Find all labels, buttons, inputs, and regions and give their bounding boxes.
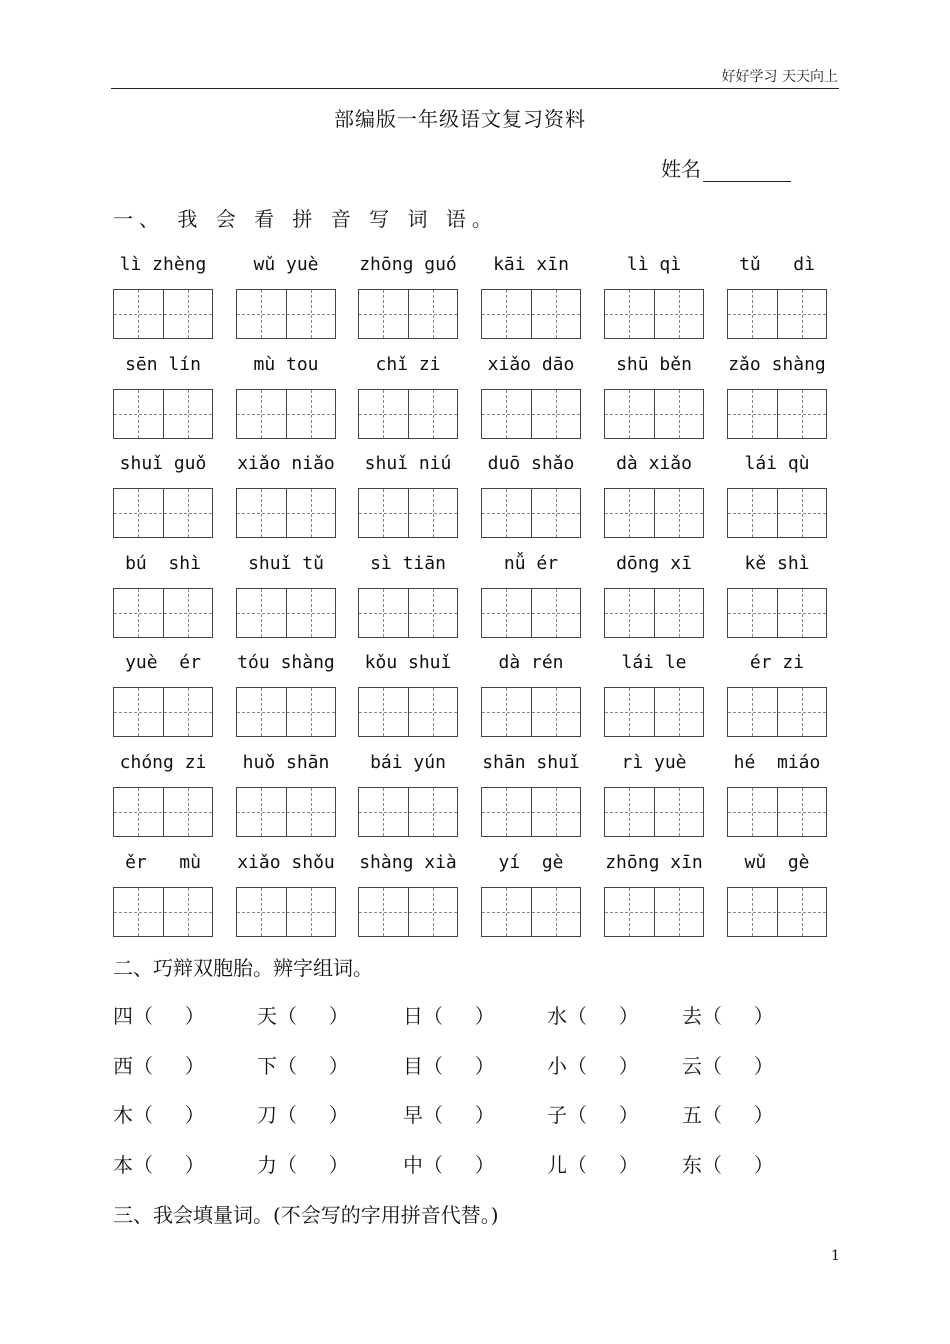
pinyin-label: rì yuè xyxy=(621,752,687,773)
word-formation-blank[interactable]: 本（ ） xyxy=(113,1152,205,1177)
box-guide-line xyxy=(728,314,826,315)
pinyin-label: zhōng xīn xyxy=(605,851,703,873)
pinyin-label: chóng zi xyxy=(119,752,207,773)
box-guide-line xyxy=(482,613,580,614)
writing-box-pair[interactable] xyxy=(727,588,827,638)
box-guide-line xyxy=(237,912,335,913)
writing-box-pair[interactable] xyxy=(604,289,704,339)
writing-box-pair[interactable] xyxy=(358,488,458,538)
pinyin-label: shān shuǐ xyxy=(482,752,580,773)
box-guide-line xyxy=(188,390,189,438)
box-guide-line xyxy=(433,788,434,836)
box-guide-line xyxy=(433,589,434,637)
box-guide-line xyxy=(359,812,457,813)
box-guide-line xyxy=(383,788,384,836)
writing-box-pair[interactable] xyxy=(358,289,458,339)
box-guide-line xyxy=(802,589,803,637)
box-guide-line xyxy=(802,290,803,338)
box-guide-line xyxy=(556,290,557,338)
box-guide-line xyxy=(482,812,580,813)
section1-heading: 一、 我 会 看 拼 音 写 词 语。 xyxy=(113,207,498,231)
pinyin-label: yí gè xyxy=(498,851,564,873)
box-guide-line xyxy=(728,414,826,415)
box-guide-line xyxy=(506,589,507,637)
writing-box-pair[interactable] xyxy=(358,687,458,737)
writing-box-pair[interactable] xyxy=(481,588,581,638)
writing-box-pair[interactable] xyxy=(358,787,458,837)
word-formation-blank[interactable]: 目（ ） xyxy=(403,1053,495,1078)
pinyin-label: shū běn xyxy=(616,353,692,375)
box-guide-line xyxy=(261,390,262,438)
box-guide-line xyxy=(679,788,680,836)
box-guide-line xyxy=(506,788,507,836)
writing-box-pair[interactable] xyxy=(481,488,581,538)
writing-box-pair[interactable] xyxy=(604,588,704,638)
pinyin-label: nǚ ér xyxy=(503,552,559,574)
pinyin-label: xiǎo niǎo xyxy=(237,453,335,475)
writing-box-pair[interactable] xyxy=(113,389,213,439)
word-formation-blank[interactable]: 早（ ） xyxy=(403,1103,495,1127)
word-formation-blank[interactable]: 力（ ） xyxy=(257,1152,349,1177)
box-guide-line xyxy=(679,888,680,936)
box-guide-line xyxy=(679,589,680,637)
box-guide-line xyxy=(261,489,262,537)
box-guide-line xyxy=(359,314,457,315)
writing-box-pair[interactable] xyxy=(113,887,213,937)
box-guide-line xyxy=(188,788,189,836)
pinyin-label: tóu shàng xyxy=(237,652,335,674)
pinyin-label: bú shì xyxy=(125,552,201,574)
writing-box-pair[interactable] xyxy=(236,488,336,538)
box-guide-line xyxy=(138,888,139,936)
pinyin-label: xiǎo dāo xyxy=(487,353,575,375)
box-guide-line xyxy=(138,788,139,836)
section2-heading: 二、巧辩双胞胎。辨字组词。 xyxy=(113,956,373,980)
writing-box-pair[interactable] xyxy=(727,887,827,937)
box-guide-line xyxy=(728,513,826,514)
pinyin-label: yuè ér xyxy=(125,652,201,674)
box-guide-line xyxy=(629,888,630,936)
pinyin-label: lái le xyxy=(621,652,687,674)
writing-box-pair[interactable] xyxy=(113,488,213,538)
box-guide-line xyxy=(506,688,507,736)
pinyin-label: kāi xīn xyxy=(493,254,569,275)
box-guide-line xyxy=(311,688,312,736)
box-guide-line xyxy=(261,290,262,338)
pinyin-label: lì zhèng xyxy=(119,254,207,275)
writing-box-pair[interactable] xyxy=(604,389,704,439)
box-guide-line xyxy=(802,788,803,836)
box-guide-line xyxy=(237,513,335,514)
word-formation-blank[interactable]: 日（ ） xyxy=(403,1004,495,1028)
writing-box-pair[interactable] xyxy=(481,887,581,937)
word-formation-blank[interactable]: 四（ ） xyxy=(113,1004,205,1028)
writing-box-pair[interactable] xyxy=(481,389,581,439)
pinyin-label: sì tiān xyxy=(370,552,446,574)
writing-box-pair[interactable] xyxy=(727,389,827,439)
box-guide-line xyxy=(629,688,630,736)
box-guide-line xyxy=(359,712,457,713)
word-formation-blank[interactable]: 去（ ） xyxy=(682,1004,774,1028)
box-guide-line xyxy=(752,489,753,537)
page-title: 部编版一年级语文复习资料 xyxy=(334,107,586,131)
box-guide-line xyxy=(629,290,630,338)
pinyin-label: mù tou xyxy=(253,353,319,375)
pinyin-label: kě shì xyxy=(744,552,810,574)
writing-box-pair[interactable] xyxy=(113,687,213,737)
writing-box-pair[interactable] xyxy=(358,389,458,439)
box-guide-line xyxy=(802,688,803,736)
box-guide-line xyxy=(114,513,212,514)
writing-box-pair[interactable] xyxy=(604,488,704,538)
box-guide-line xyxy=(383,688,384,736)
name-field xyxy=(661,153,791,182)
page-number: 1 xyxy=(831,1248,840,1264)
pinyin-label: shuǐ guǒ xyxy=(119,453,207,475)
box-guide-line xyxy=(138,589,139,637)
box-guide-line xyxy=(114,912,212,913)
box-guide-line xyxy=(482,912,580,913)
box-guide-line xyxy=(629,390,630,438)
pinyin-label: tǔ dì xyxy=(739,254,815,275)
box-guide-line xyxy=(556,788,557,836)
writing-box-pair[interactable] xyxy=(727,289,827,339)
box-guide-line xyxy=(383,489,384,537)
word-formation-blank[interactable]: 东（ ） xyxy=(682,1152,774,1177)
pinyin-label: hé miáo xyxy=(733,752,821,773)
box-guide-line xyxy=(605,912,703,913)
writing-box-pair[interactable] xyxy=(236,787,336,837)
box-guide-line xyxy=(752,888,753,936)
box-guide-line xyxy=(359,414,457,415)
box-guide-line xyxy=(383,589,384,637)
box-guide-line xyxy=(237,613,335,614)
pinyin-label: bái yún xyxy=(370,752,446,773)
box-guide-line xyxy=(261,788,262,836)
box-guide-line xyxy=(752,390,753,438)
box-guide-line xyxy=(802,390,803,438)
word-formation-blank[interactable]: 云（ ） xyxy=(682,1053,774,1078)
pinyin-label: wǔ gè xyxy=(744,851,810,873)
box-guide-line xyxy=(114,613,212,614)
pinyin-label: sēn lín xyxy=(125,353,201,375)
box-guide-line xyxy=(188,589,189,637)
word-formation-blank[interactable]: 木（ ） xyxy=(113,1103,205,1127)
box-guide-line xyxy=(802,888,803,936)
box-guide-line xyxy=(802,489,803,537)
pinyin-label: dōng xī xyxy=(616,552,692,574)
box-guide-line xyxy=(629,489,630,537)
pinyin-label: dà xiǎo xyxy=(616,453,692,475)
box-guide-line xyxy=(482,513,580,514)
writing-box-pair[interactable] xyxy=(604,887,704,937)
pinyin-label: lì qì xyxy=(626,254,682,275)
box-guide-line xyxy=(752,290,753,338)
pinyin-label: shuǐ tǔ xyxy=(248,552,324,574)
box-guide-line xyxy=(114,314,212,315)
box-guide-line xyxy=(629,788,630,836)
writing-box-pair[interactable] xyxy=(727,488,827,538)
box-guide-line xyxy=(188,489,189,537)
box-guide-line xyxy=(679,290,680,338)
box-guide-line xyxy=(237,414,335,415)
box-guide-line xyxy=(188,688,189,736)
pinyin-label: shuǐ niú xyxy=(364,453,452,475)
box-guide-line xyxy=(482,314,580,315)
writing-box-pair[interactable] xyxy=(236,687,336,737)
box-guide-line xyxy=(433,290,434,338)
pinyin-label: dà rén xyxy=(498,652,564,674)
section3-heading: 三、我会填量词。(不会写的字用拼音代替。) xyxy=(113,1203,499,1227)
box-guide-line xyxy=(359,613,457,614)
box-guide-line xyxy=(506,888,507,936)
pinyin-label: huǒ shān xyxy=(242,752,330,773)
writing-box-pair[interactable] xyxy=(481,289,581,339)
box-guide-line xyxy=(556,888,557,936)
word-formation-blank[interactable]: 五（ ） xyxy=(682,1103,774,1127)
writing-box-pair[interactable] xyxy=(358,887,458,937)
box-guide-line xyxy=(679,688,680,736)
box-guide-line xyxy=(188,888,189,936)
box-guide-line xyxy=(605,613,703,614)
box-guide-line xyxy=(261,589,262,637)
box-guide-line xyxy=(506,290,507,338)
box-guide-line xyxy=(556,688,557,736)
box-guide-line xyxy=(605,513,703,514)
box-guide-line xyxy=(138,390,139,438)
box-guide-line xyxy=(261,888,262,936)
box-guide-line xyxy=(433,888,434,936)
word-formation-blank[interactable]: 子（ ） xyxy=(547,1103,639,1127)
box-guide-line xyxy=(728,613,826,614)
box-guide-line xyxy=(728,812,826,813)
writing-box-pair[interactable] xyxy=(727,687,827,737)
box-guide-line xyxy=(752,688,753,736)
pinyin-label: shàng xià xyxy=(359,851,457,873)
box-guide-line xyxy=(383,290,384,338)
box-guide-line xyxy=(311,888,312,936)
word-formation-blank[interactable]: 刀（ ） xyxy=(257,1103,349,1127)
word-formation-blank[interactable]: 中（ ） xyxy=(403,1152,495,1177)
writing-box-pair[interactable] xyxy=(358,588,458,638)
pinyin-label: chǐ zi xyxy=(375,353,441,375)
box-guide-line xyxy=(261,688,262,736)
box-guide-line xyxy=(482,712,580,713)
pinyin-label: xiǎo shǒu xyxy=(237,851,335,873)
box-guide-line xyxy=(311,390,312,438)
writing-box-pair[interactable] xyxy=(236,389,336,439)
box-guide-line xyxy=(311,788,312,836)
box-guide-line xyxy=(433,489,434,537)
writing-box-pair[interactable] xyxy=(113,787,213,837)
box-guide-line xyxy=(138,489,139,537)
pinyin-label: zhōng guó xyxy=(359,254,457,275)
box-guide-line xyxy=(114,812,212,813)
box-guide-line xyxy=(359,513,457,514)
name-label: 姓名 xyxy=(661,157,701,181)
box-guide-line xyxy=(506,489,507,537)
box-guide-line xyxy=(556,589,557,637)
writing-box-pair[interactable] xyxy=(727,787,827,837)
box-guide-line xyxy=(752,589,753,637)
box-guide-line xyxy=(311,489,312,537)
box-guide-line xyxy=(311,589,312,637)
box-guide-line xyxy=(138,688,139,736)
writing-box-pair[interactable] xyxy=(236,588,336,638)
box-guide-line xyxy=(728,712,826,713)
writing-box-pair[interactable] xyxy=(604,787,704,837)
word-formation-blank[interactable]: 水（ ） xyxy=(547,1004,639,1028)
box-guide-line xyxy=(433,688,434,736)
box-guide-line xyxy=(359,912,457,913)
word-formation-blank[interactable]: 天（ ） xyxy=(257,1004,349,1028)
box-guide-line xyxy=(629,589,630,637)
writing-box-pair[interactable] xyxy=(236,289,336,339)
word-formation-blank[interactable]: 小（ ） xyxy=(547,1053,639,1078)
box-guide-line xyxy=(605,712,703,713)
box-guide-line xyxy=(188,290,189,338)
box-guide-line xyxy=(679,489,680,537)
word-formation-blank[interactable]: 下（ ） xyxy=(257,1053,349,1078)
box-guide-line xyxy=(556,489,557,537)
box-guide-line xyxy=(752,788,753,836)
box-guide-line xyxy=(383,390,384,438)
pinyin-label: duō shǎo xyxy=(487,453,575,475)
box-guide-line xyxy=(138,290,139,338)
box-guide-line xyxy=(114,414,212,415)
box-guide-line xyxy=(605,812,703,813)
writing-box-pair[interactable] xyxy=(236,887,336,937)
pinyin-label: zǎo shàng xyxy=(728,353,826,375)
box-guide-line xyxy=(114,712,212,713)
name-blank-line[interactable] xyxy=(703,161,791,182)
box-guide-line xyxy=(311,290,312,338)
writing-box-pair[interactable] xyxy=(113,289,213,339)
writing-box-pair[interactable] xyxy=(113,588,213,638)
box-guide-line xyxy=(482,414,580,415)
box-guide-line xyxy=(728,912,826,913)
header-motto: 好好学习 天天向上 xyxy=(721,69,838,85)
box-guide-line xyxy=(605,314,703,315)
word-formation-blank[interactable]: 儿（ ） xyxy=(547,1152,639,1177)
box-guide-line xyxy=(506,390,507,438)
box-guide-line xyxy=(679,390,680,438)
pinyin-label: wǔ yuè xyxy=(253,254,319,275)
box-guide-line xyxy=(383,888,384,936)
box-guide-line xyxy=(237,712,335,713)
box-guide-line xyxy=(433,390,434,438)
pinyin-label: lái qù xyxy=(744,453,810,475)
box-guide-line xyxy=(556,390,557,438)
pinyin-label: kǒu shuǐ xyxy=(364,652,452,674)
writing-box-pair[interactable] xyxy=(481,687,581,737)
pinyin-label: ér zi xyxy=(749,652,805,674)
word-formation-blank[interactable]: 西（ ） xyxy=(113,1053,205,1078)
writing-box-pair[interactable] xyxy=(481,787,581,837)
box-guide-line xyxy=(605,414,703,415)
header-rule xyxy=(111,88,839,89)
box-guide-line xyxy=(237,314,335,315)
box-guide-line xyxy=(237,812,335,813)
writing-box-pair[interactable] xyxy=(604,687,704,737)
pinyin-label: ěr mù xyxy=(125,851,201,873)
